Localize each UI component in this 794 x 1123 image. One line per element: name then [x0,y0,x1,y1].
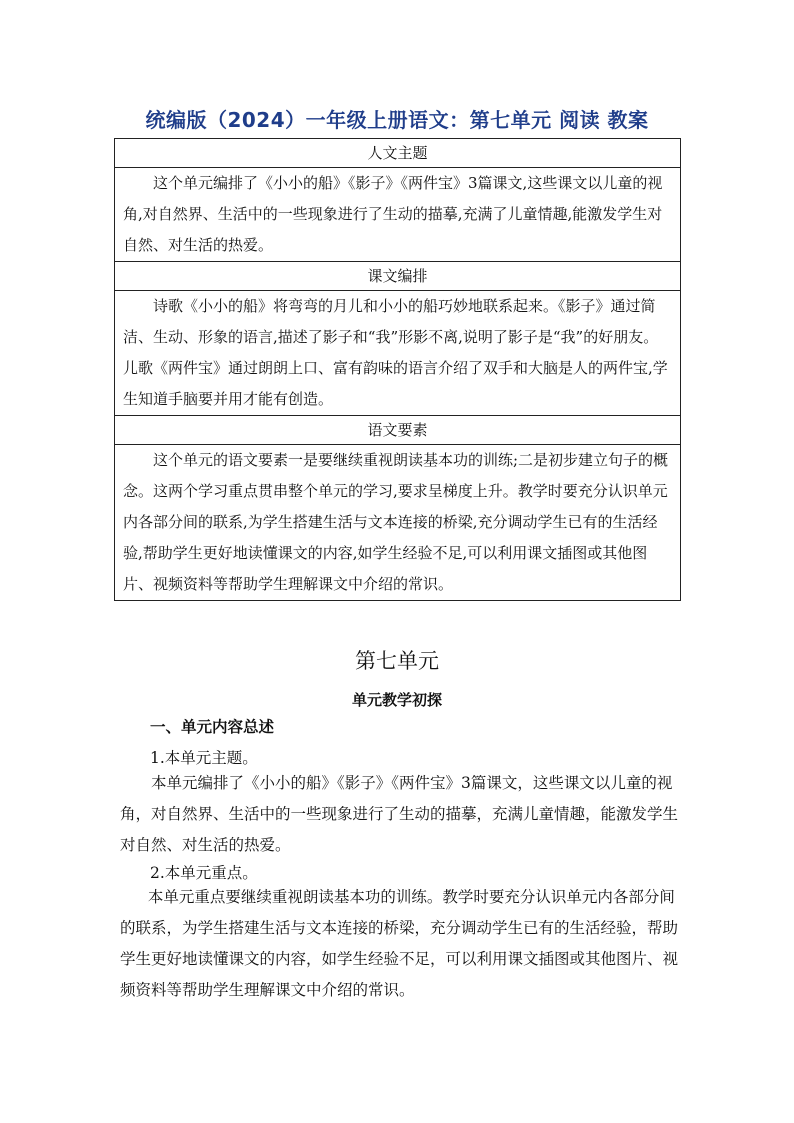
table-text-arrangement: 诗歌《小小的船》将弯弯的月儿和小小的船巧妙地联系起来。《影子》通过简洁、生动、形象的语言,描述了影子和“我”形影不离,说明了影子是“我”的好朋友。儿歌《两件宝》通过朗朗上口、富有韵味的语言介绍了双手和大脑是人的两件宝,学生知道手脑要并用才能有创造。 [115,291,681,416]
table-text-theme: 这个单元编排了《小小的船》《影子》《两件宝》3篇课文,这些课文以儿童的视角,对自然界、生活中的一些现象进行了生动的描摹,充满了儿童情趣,能激发学生对自然、对生活的热爱。 [115,168,681,262]
section-title: 第七单元 [355,649,439,673]
table-heading-theme: 人文主题 [115,139,681,168]
table-heading-arrangement: 课文编排 [115,262,681,291]
item2-paragraph: 本单元重点要继续重视朗读基本功的训练。教学时要充分认识单元内各部分间的联系，为学生搭建生活与文本连接的桥梁，充分调动学生已有的生活经验，帮助学生更好地读懂课文的内容，如学生经验不足，可以利用课文插图或其他图片、视频资料等帮助学生理解课文中介绍的常识。 [120,888,679,999]
item1-label: 1.本单元主题。 [150,749,258,767]
document-title: 统编版（2024）一年级上册语文：第七单元 阅读 教案 [145,108,649,132]
section-subtitle: 单元教学初探 [351,691,442,709]
unit-info-table [114,138,681,601]
item2-label: 2.本单元重点。 [150,864,258,882]
table-heading-elements: 语文要素 [115,416,681,445]
item1-paragraph: 本单元编排了《小小的船》《影子》《两件宝》3篇课文，这些课文以儿童的视角，对自然界、生活中的一些现象进行了生动的描摹，充满儿童情趣，能激发学生对自然、对生活的热爱。 [120,774,679,854]
table-text-elements: 这个单元的语文要素一是要继续重视朗读基本功的训练;二是初步建立句子的概念。这两个学习重点贯串整个单元的学习,要求呈梯度上升。教学时要充分认识单元内各部分间的联系,为学生搭建生活与文本连接的桥梁,充分调动学生已有的生活经验,帮助学生更好地读懂课文的内容,如学生经验不足,可以利用课文插图或其他图片、视频资料等帮助学生理解课文中介绍的常识。 [115,445,681,601]
heading-unit-overview: 一、单元内容总述 [150,718,275,736]
